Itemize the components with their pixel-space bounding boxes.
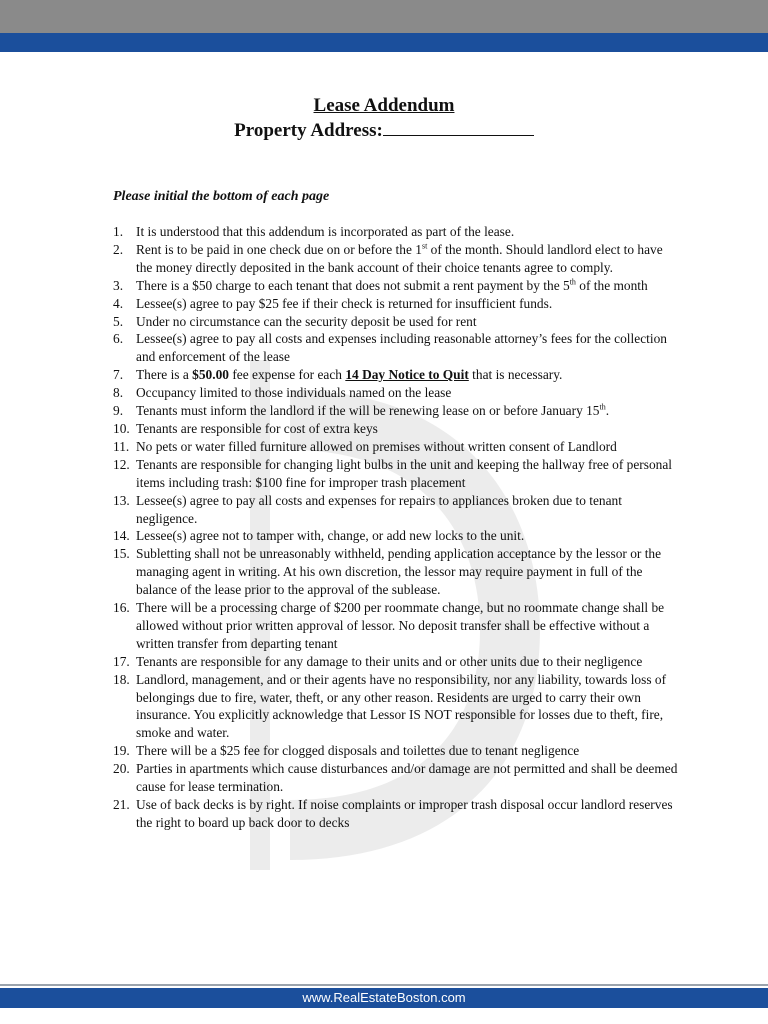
initial-instruction: Please initial the bottom of each page [113, 189, 330, 204]
list-item-text: Lessee(s) agree to pay all costs and expenses including reasonable attorney’s fees for the collection and enforcement of the lease [136, 331, 667, 365]
property-address-blank [383, 119, 534, 136]
footer-bottom-space [0, 1008, 768, 1024]
list-item [113, 402, 681, 420]
list-item [113, 277, 681, 295]
list-item [113, 366, 681, 384]
list-item [113, 653, 681, 671]
list-item-text: Tenants are responsible for any damage to their units and or other units due to their negligence [136, 653, 643, 669]
list-item [113, 438, 681, 456]
list-item-number: 7. [113, 367, 124, 383]
list-item-text: There is a $50 charge to each tenant that does not submit a rent payment by the 5th of the month [136, 277, 648, 293]
fee-amount: $50.00 [192, 367, 229, 383]
list-item [113, 492, 681, 528]
list-item [113, 671, 681, 743]
document-title-block [0, 95, 768, 142]
list-item-number: 15. [113, 546, 130, 562]
list-item-text: Lessee(s) agree to pay $25 fee if their check is returned for insufficient funds. [136, 295, 553, 311]
list-item-text: Subletting shall not be unreasonably withheld, pending application acceptance by the lessor or the managing agent in writing. At his own discretion, the lessor may require payment in full of the balance of the lease prior to the approval of the sublease. [136, 546, 662, 598]
list-item [113, 313, 681, 331]
footer-url: www.RealEstateBoston.com [302, 990, 466, 1005]
list-item [113, 330, 681, 366]
list-item-text: There will be a $25 fee for clogged disposals and toilettes due to tenant negligence [136, 743, 580, 759]
list-item-number: 16. [113, 600, 130, 616]
addendum-list [113, 223, 681, 832]
list-item [113, 295, 681, 313]
list-item [113, 599, 681, 653]
list-item-number: 21. [113, 797, 130, 812]
list-item-number: 1. [113, 224, 124, 239]
list-item-text: Occupancy limited to those individuals named on the lease [136, 385, 452, 401]
list-item-text: Landlord, management, and or their agents have no responsibility, nor any liability, towards loss of belongings due to fire, water, theft, or any other reason. Residents are urged to carry their own insurance. You explicitly acknowledge that Lessor IS NOT responsible for losses due to theft, fire, smoke and water. [136, 671, 667, 741]
list-item-text: Under no circumstance can the security deposit be used for rent [136, 313, 477, 329]
list-item-number: 2. [113, 241, 124, 257]
list-item-text: No pets or water filled furniture allowed on premises without written consent of Landlord [136, 438, 617, 454]
list-item-number: 20. [113, 761, 130, 777]
list-item [113, 384, 681, 402]
list-item-number: 12. [113, 456, 130, 472]
list-item-number: 3. [113, 277, 124, 293]
list-item-text: Tenants are responsible for changing light bulbs in the unit and keeping the hallway free of personal items including trash: $100 fine for improper trash placement [136, 456, 673, 490]
header-gray-bar [0, 0, 768, 33]
list-item [113, 223, 681, 241]
list-item-number: 4. [113, 295, 124, 311]
header-blue-bar [0, 33, 768, 52]
list-item-number: 14. [113, 528, 130, 544]
list-item-text: Lessee(s) agree not to tamper with, change, or add new locks to the unit. [136, 528, 525, 544]
list-item-number: 17. [113, 653, 130, 669]
page-title: Lease Addendum [313, 95, 455, 116]
list-item-number: 11. [113, 438, 130, 454]
notice-to-quit-label: 14 Day Notice to Quit [345, 367, 469, 383]
list-item [113, 742, 681, 760]
list-item [113, 241, 681, 277]
list-item-text: Rent is to be paid in one check due on or before the 1st of the month. Should landlord elect to have the money directly deposited in the bank account of their choice tenants agree to comply. [136, 241, 663, 275]
property-address-line [0, 119, 768, 142]
list-item-text: It is understood that this addendum is incorporated as part of the lease. [136, 224, 515, 239]
list-item-text: Tenants are responsible for cost of extra keys [136, 420, 378, 436]
footer-bar [0, 988, 768, 1008]
list-item-text: Parties in apartments which cause disturbances and/or damage are not permitted and shall be deemed cause for lease termination. [136, 761, 678, 795]
list-item [113, 760, 681, 796]
list-item [113, 420, 681, 438]
list-item-text: Use of back decks is by right. If noise complaints or improper trash disposal occur landlord reserves the right to board up back door to decks [136, 797, 673, 830]
footer-divider [0, 984, 768, 986]
list-item-text: There is a $50.00 fee expense for each 14 Day Notice to Quit that is necessary. [136, 367, 563, 383]
list-item-text: Tenants must inform the landlord if the will be renewing lease on or before January 15th. [136, 402, 610, 419]
list-item-number: 18. [113, 671, 130, 687]
list-item-number: 9. [113, 403, 124, 419]
list-item-text: Lessee(s) agree to pay all costs and expenses for repairs to appliances broken due to tenant negligence. [136, 492, 622, 526]
list-item-number: 8. [113, 385, 124, 401]
list-item [113, 545, 681, 599]
list-item [113, 456, 681, 492]
list-item [113, 527, 681, 545]
list-item-number: 10. [113, 420, 130, 436]
list-item-number: 6. [113, 331, 124, 347]
list-item-number: 5. [113, 313, 124, 329]
list-item-number: 19. [113, 743, 130, 759]
list-item [113, 796, 681, 832]
property-address-label: Property Address: [234, 120, 383, 141]
list-item-text: There will be a processing charge of $200 per roommate change, but no roommate change shall be allowed without prior written approval of lessor. No deposit transfer shall be effective without a written transfer from departing tenant [136, 600, 665, 651]
list-item-number: 13. [113, 492, 130, 508]
